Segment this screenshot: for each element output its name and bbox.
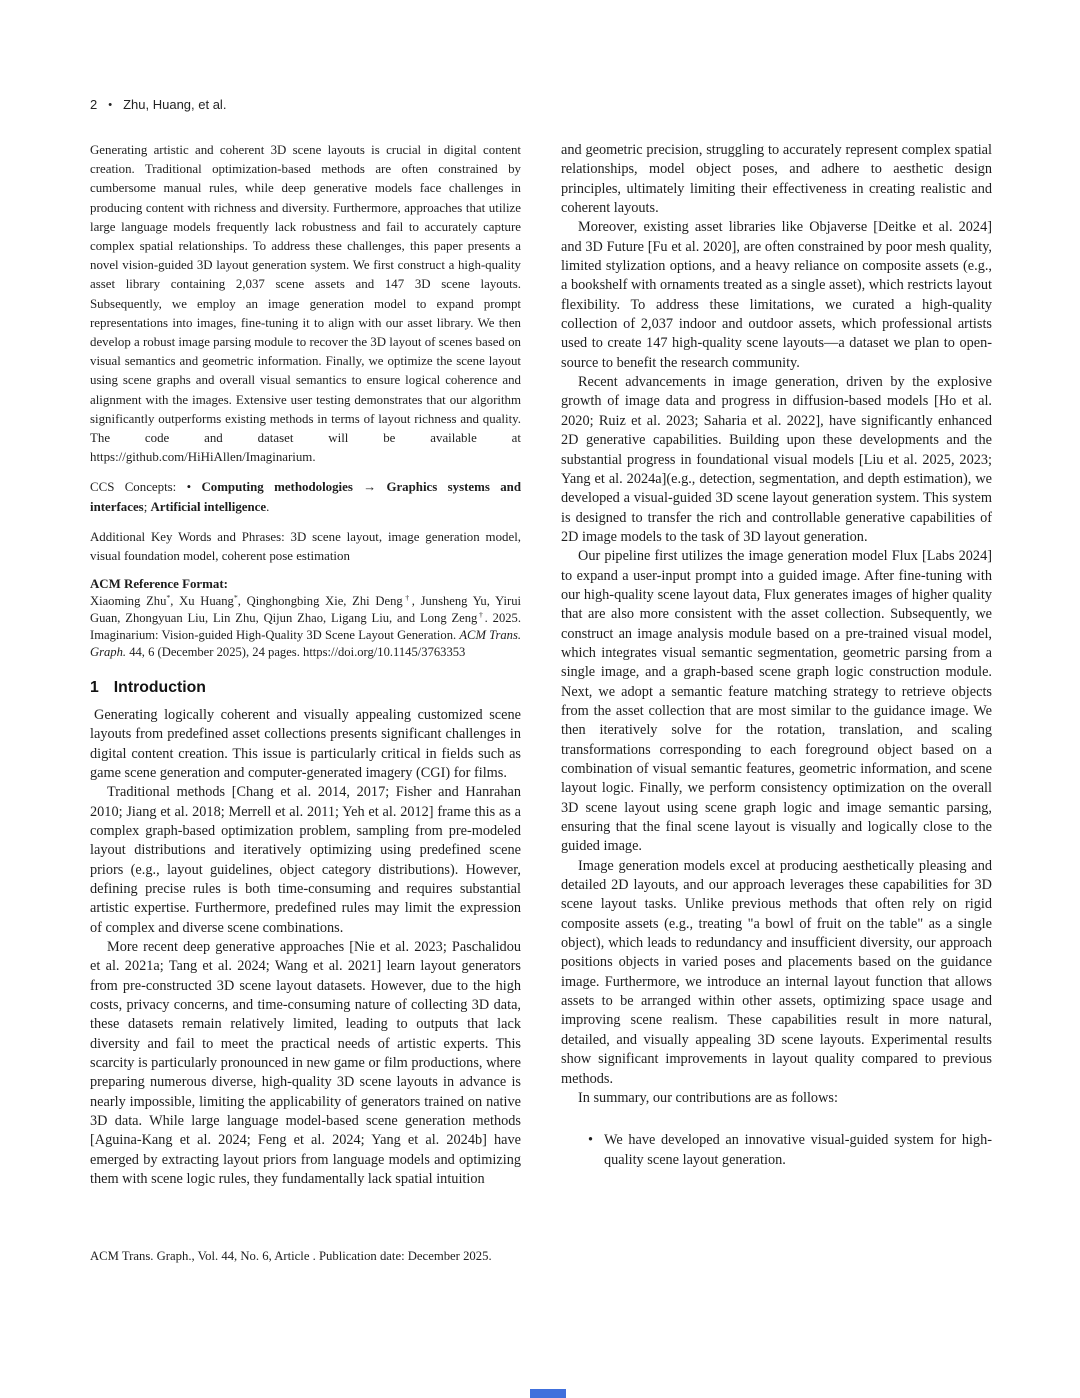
intro-paragraph-5: Moreover, existing asset libraries like Objaverse [Deitke et al. 2024] and 3D Future [Fu et al. 2020], are often constrained by poor mesh quality, limited stylization options, and a heavy reliance on composite assets (e.g., a bookshelf with ornaments treated as a single asset), which restricts layout flexibility. To address these limitations, we curated a high-quality collection of 2,037 indoor and outdoor assets, which professional artists used to create 147 high-quality scene layouts—a dataset we plan to open-source to benefit the research community. bbox=[561, 219, 992, 371]
doi-link[interactable]: https://doi.org/10.1145/3763353 bbox=[303, 644, 466, 659]
header-separator: • bbox=[108, 99, 113, 111]
running-title: Zhu, Huang, et al. bbox=[123, 97, 227, 112]
contributions-list bbox=[561, 1131, 992, 1170]
abstract-text bbox=[90, 141, 521, 467]
text-run: . 2025. Imaginarium: Vision-guided High-Quality 3D Scene Layout Generation. bbox=[90, 611, 521, 643]
text-run: ; bbox=[143, 499, 151, 514]
text-run: Xiaoming Zhu bbox=[90, 594, 167, 609]
text-run: † bbox=[477, 609, 485, 619]
text-run: * bbox=[166, 593, 171, 603]
text-run: → bbox=[352, 480, 387, 495]
text-run: . bbox=[312, 450, 316, 465]
text-run: Graphics systems and interfaces bbox=[90, 480, 521, 514]
intro-paragraph-8: Image generation models excel at producing aesthetically pleasing and detailed 2D layouts, and our approach leverages these capabilities for 3D scene layout tasks. Unlike previous methods that often rely on rigid composite assets (e.g., treating "a bowl of fruit on the table" as a single object), which leads to redundancy and insufficient diversity, our approach positions objects in varied poses and placements based on the guidance image. Furthermore, we introduce an internal layout function that allows assets to be arranged within other assets, optimizing space usage and improving scene realism. These capabilities result in more natural, detailed, and visually appealing 3D scene layouts. Experimental results show significant improvements in layout quality compared to previous methods. bbox=[561, 857, 992, 1087]
contribution-text: We have developed an innovative visual-guided system for high-quality scene layout generation. bbox=[604, 1132, 992, 1168]
acm-reference-block bbox=[90, 576, 521, 661]
intro-paragraph-9: In summary, our contributions are as follows: bbox=[578, 1089, 838, 1106]
page-footer: ACM Trans. Graph., Vol. 44, No. 6, Article . Publication date: December 2025. bbox=[90, 1249, 492, 1263]
section-number: 1 bbox=[90, 678, 99, 696]
bottom-blue-marker bbox=[530, 1389, 566, 1398]
text-run: * bbox=[233, 593, 238, 603]
text-run: , Junsheng Yu, Yirui Guan, Zhongyuan Liu, Lin Zhu, Qijun Zhao, Ligang Liu, and Long Zeng bbox=[90, 594, 521, 626]
text-run: Generating artistic and coherent 3D scene layouts is crucial in digital content creation. Traditional optimization-based methods are often constrained by cumbersome manual rules, while deep generative models face challenges in producing content with richness and diversity. Furthermore, approaches that utilize large language models frequently lack robustness and fail to accurately capture complex spatial relationships. To address these challenges, this paper presents a novel vision-guided 3D layout generation system. We first construct a high-quality asset library containing 2,037 scene assets and 147 3D scene layouts. Subsequently, we employ an image generation model to expand prompt representations into images, fine-tuning it to align with our asset library. We then develop a robust image parsing module to recover the 3D layout of scenes based on visual semantics and geometric information. Finally, we optimize the scene layout using scene graphs and overall visual semantics to ensure logical coherence and alignment with the images. Extensive user testing demonstrates that our algorithm significantly outperforms existing methods in terms of layout richness and quality. The code and dataset will be available at bbox=[90, 143, 521, 446]
intro-paragraph-7: Our pipeline first utilizes the image generation model Flux [Labs 2024] to expand a user-input prompt into a guided image. After fine-tuning with our high-quality scene layout data, Flux generates images of higher quality that are also more consistent with the asset collection. Subsequently, we construct an image analysis module based on a pre-trained visual model, which integrates visual semantic segmentation, geometric parsing from a single image, and a graph-based scene graph logic construction module. Next, we adopt a semantic feature matching strategy to retrieve objects from the asset collection that are most similar to the guidance image. We then iteratively solve for the rotation, translation, and scaling transformations corresponding to each foreground object based on a combination of visual semantic features, geometric information, and scene layout logic. Finally, we perform consistency optimization on the overall 3D scene layout using scene graph logic and image semantic parsing, ensuring that the final scene layout is visually and logically close to the guided image. bbox=[561, 548, 992, 855]
page-number: 2 bbox=[90, 97, 98, 112]
keywords: Additional Key Words and Phrases: 3D scene layout, image generation model, visual foundation model, coherent pose estimation bbox=[90, 529, 521, 564]
contribution-item bbox=[561, 1131, 992, 1170]
intro-paragraph-4: and geometric precision, struggling to accurately represent complex spatial relationships, model object poses, and adhere to aesthetic design principles, ultimately limiting their effectiveness in creating realistic and coherent layouts. bbox=[561, 142, 992, 217]
text-run: ACM Trans. Graph. bbox=[90, 628, 521, 659]
section-title: Introduction bbox=[113, 678, 206, 696]
right-column bbox=[561, 141, 992, 1170]
text-run: Computing methodologies bbox=[201, 480, 353, 495]
ccs-concepts bbox=[90, 478, 521, 516]
text-run: . bbox=[266, 499, 270, 514]
text-run: CCS Concepts: • bbox=[90, 480, 202, 495]
intro-paragraph-3: More recent deep generative approaches [Nie et al. 2023; Paschalidou et al. 2021a; Tang et al. 2024; Wang et al. 2021] learn layout generators from pre-constructed 3D scene layout datasets. However, due to the high costs, privacy concerns, and time-consuming nature of collecting 3D data, these datasets remain relatively limited, leading to outputs that lack diversity and fail to meet the practical needs of artistic experts. This scarcity is particularly pronounced in new game or film productions, where preparing numerous diverse, high-quality 3D scene layouts in advance is nearly impossible, limiting the applicability of generators trained on native 3D data. While large language model-based scene generation methods [Aguina-Kang et al. 2024; Feng et al. 2024; Yang et al. 2024b] have emerged by extracting layout priors from language models and optimizing them with scene logic rules, they fundamentally lack spatial intuition bbox=[90, 939, 521, 1188]
left-column bbox=[90, 141, 521, 1189]
acm-reference-heading: ACM Reference Format: bbox=[90, 577, 228, 592]
page-header bbox=[90, 97, 226, 112]
intro-paragraph-6: Recent advancements in image generation, driven by the explosive growth of image data and progress in diffusion-based models [Ho et al. 2020; Ruiz et al. 2023; Saharia et al. 2022], have significantly enhanced 2D generative capabilities. Building upon these developments and the substantial progress in foundational visual models [Liu et al. 2025, 2023; Yang et al. 2024a](e.g., detection, segmentation, and depth estimation), we developed a visual-guided 3D scene layout generation system. This system is designed to transfer the rich and controllable generative capabilities of 2D image models to the task of 3D layout generation. bbox=[561, 374, 992, 545]
text-run: † bbox=[402, 593, 412, 603]
section-heading-introduction bbox=[90, 679, 521, 697]
intro-paragraph-2: Traditional methods [Chang et al. 2014, 2017; Fisher and Hanrahan 2010; Jiang et al. 2018; Merrell et al. 2011; Yeh et al. 2012] frame this as a complex graph-based optimization problem, sampling from pre-modeled layout distributions and iteratively optimizing using predefined scene priors (e.g., layout guidelines, object category distributions). However, defining precise rules is both time-consuming and requires substantial artistic expertise. Furthermore, predefined rules may limit the expression of complex and diverse scene combinations. bbox=[90, 784, 521, 936]
text-run: , Xu Huang bbox=[170, 594, 234, 609]
acm-reference-text bbox=[90, 593, 521, 661]
github-link[interactable]: https://github.com/HiHiAllen/Imaginarium bbox=[90, 450, 313, 465]
text-run: , Qinghongbing Xie, Zhi Deng bbox=[237, 594, 403, 609]
bullet-glyph: • bbox=[588, 1132, 594, 1149]
intro-paragraph-1: Generating logically coherent and visually appealing customized scene layouts from predefined asset collections presents significant challenges in digital content creation. This issue is particularly critical in fields such as game scene generation and computer-generated imagery (CGI) for films. bbox=[90, 706, 521, 781]
text-run: 44, 6 (December 2025), 24 pages. bbox=[126, 644, 304, 659]
text-run: Artificial intelligence bbox=[150, 499, 267, 514]
